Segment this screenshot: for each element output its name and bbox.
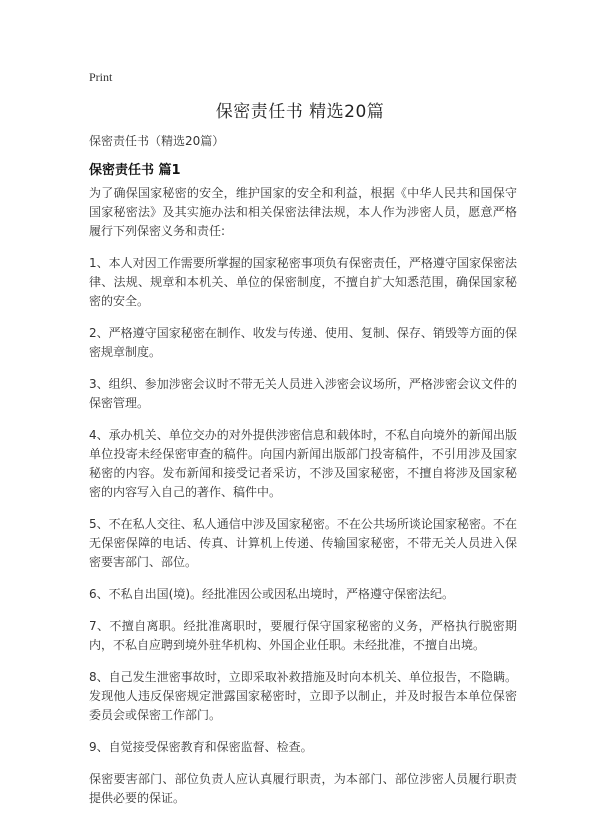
closing-paragraph: 保密要害部门、部位负责人应认真履行职责，为本部门、部位涉密人员履行职责提供必要的保证。 [89, 772, 517, 805]
paragraph-item-6: 6、不私自出国(境)。经批准因公或因私出境时，严格遵守保密法纪。 [89, 587, 455, 601]
document-subtitle: 保密责任书（精选20篇） [89, 134, 225, 148]
document-body [89, 184, 517, 821]
paragraph-item-8: 8、自己发生泄密事故时，立即采取补救措施及时向本机关、单位报告，不隐瞒。发现他人违反保密规定泄露国家秘密时，立即予以制止，并及时报告本单位保密委员会或保密工作部门。 [89, 670, 517, 722]
paragraph-item-2: 2、严格遵守国家秘密在制作、收发与传递、使用、复制、保存、销毁等方面的保密规章制度。 [89, 326, 517, 359]
paragraph-item-3: 3、组织、参加涉密会议时不带无关人员进入涉密会议场所，严格涉密会议文件的保密管理。 [89, 377, 517, 410]
paragraph-item-7: 7、不擅自离职。经批准离职时，要履行保守国家秘密的义务，严格执行脱密期内，不私自应聘到境外驻华机构、外国企业任职。未经批准，不擅自出境。 [89, 619, 517, 652]
print-link[interactable]: Print [89, 70, 113, 84]
paragraph-item-1: 1、本人对因工作需要所掌握的国家秘密事项负有保密责任，严格遵守国家保密法律、法规、规章和本机关、单位的保密制度，不擅自扩大知悉范围，确保国家秘密的安全。 [89, 256, 517, 308]
intro-paragraph: 为了确保国家秘密的安全，维护国家的安全和利益，根据《中华人民共和国保守国家秘密法》及其实施办法和相关保密法律法规，本人作为涉密人员，愿意严格履行下列保密义务和责任: [89, 186, 517, 238]
section-heading: 保密责任书 篇1 [89, 163, 181, 178]
paragraph-item-9: 9、自觉接受保密教育和保密监督、检查。 [89, 740, 313, 754]
page-title: 保密责任书 精选20篇 [215, 102, 385, 122]
paragraph-item-4: 4、承办机关、单位交办的对外提供涉密信息和载体时，不私自向境外的新闻出版单位投寄未经保密审查的稿件。向国内新闻出版部门投寄稿件，不引用涉及国家秘密的内容。发布新闻和接受记者采访，不涉及国家秘密，不擅自将涉及国家秘密的内容写入自己的著作、稿件中。 [89, 428, 517, 499]
paragraph-item-5: 5、不在私人交往、私人通信中涉及国家秘密。不在公共场所谈论国家秘密。不在无保密保障的电话、传真、计算机上传递、传输国家秘密，不带无关人员进入保密要害部门、部位。 [89, 517, 517, 569]
